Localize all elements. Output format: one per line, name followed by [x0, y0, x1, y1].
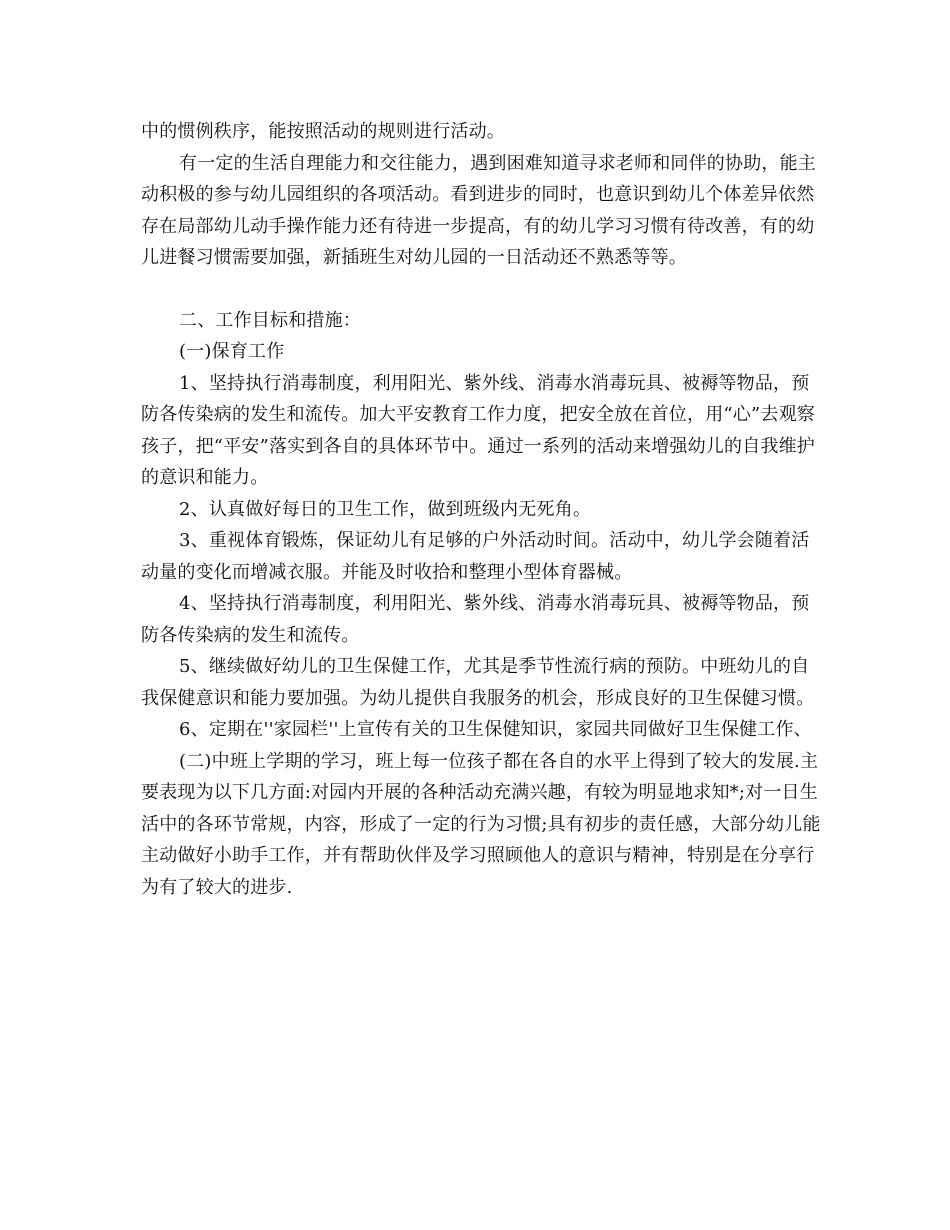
- document-body: [141, 116, 821, 903]
- list-item-1: 1、坚持执行消毒制度，利用阳光、紫外线、消毒水消毒玩具、被褥等物品，预防各传染病的发生和流传。加大平安教育工作力度，把安全放在首位，用“心”去观察孩子，把“平安”落实到各自的具体环节中。通过一系列的活动来增强幼儿的自我维护的意识和能力。: [141, 372, 816, 488]
- paragraph-abilities: 有一定的生活自理能力和交往能力，遇到困难知道寻求老师和同伴的协助，能主动积极的参与幼儿园组织的各项活动。看到进步的同时，也意识到幼儿个体差异依然存在局部幼儿动手操作能力还有待进一步提高，有的幼儿学习习惯有待改善，有的幼儿进餐习惯需要加强，新插班生对幼儿园的一日活动还不熟悉等等。: [141, 152, 816, 268]
- list-item-3: 3、重视体育锻炼，保证幼儿有足够的户外活动时间。活动中，幼儿学会随着活动量的变化而增减衣服。并能及时收拾和整理小型体育器械。: [141, 530, 810, 583]
- section-heading-goals: 二、工作目标和措施：: [179, 309, 361, 331]
- list-item-4: 4、坚持执行消毒制度，利用阳光、紫外线、消毒水消毒玩具、被褥等物品，预防各传染病的发生和流传。: [141, 593, 810, 646]
- list-item-5: 5、继续做好幼儿的卫生保健工作，尤其是季节性流行病的预防。中班幼儿的自我保健意识和能力要加强。为幼儿提供自我服务的机会，形成良好的卫生保健习惯。: [141, 656, 815, 709]
- list-item-6: 6、定期在''家园栏''上宣传有关的卫生保健知识，家园共同做好卫生保健工作、: [179, 719, 812, 740]
- subsection-learning: (二)中班上学期的学习，班上每一位孩子都在各自的水平上得到了较大的发展.主要表现为以下几方面:对园内开展的各种活动充满兴趣，有较为明显地求知*;对一日生活中的各环节常规，内容，形成了一定的行为习惯;具有初步的责任感，大部分幼儿能主动做好小助手工作，并有帮助伙伴及学习照顾他人的意识与精神，特别是在分享行为有了较大的进步.: [141, 750, 821, 898]
- section-gap: [141, 274, 821, 305]
- subsection-heading-care: (一)保育工作: [179, 341, 285, 362]
- paragraph-continuation: 中的惯例秩序，能按照活动的规则进行活动。: [141, 121, 505, 142]
- list-item-2: 2、认真做好每日的卫生工作，做到班级内无死角。: [179, 498, 592, 520]
